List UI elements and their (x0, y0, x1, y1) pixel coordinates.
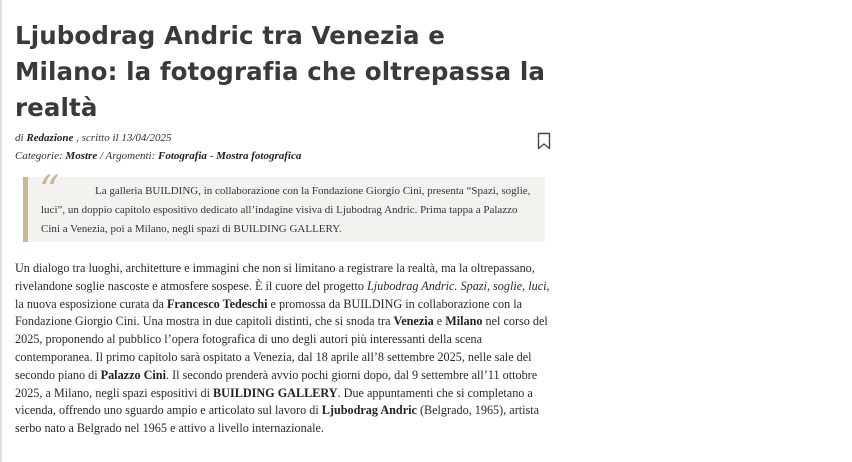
byline (15, 130, 550, 146)
categories-line (15, 148, 550, 164)
body-text-segment: . Il secondo prenderà avvio pochi giorni dopo, dal 9 settembre all’11 ottobre 2025, a Milano, negli spazi espositivi di (15, 367, 538, 400)
byline-prefix: di (15, 132, 24, 144)
body-text-segment: e promossa da BUILDING in collaborazione con la Fondazione Giorgio Cini. Una mostra in due capitoli distinti, che si snoda tra (15, 296, 523, 329)
page-left-border (0, 0, 2, 462)
city-milano: Milano (445, 314, 483, 329)
tag-separator: - (209, 150, 214, 162)
tag-link-fotografia[interactable]: Fotografia (158, 150, 207, 162)
body-text-segment: . Due appuntamenti che si completano a vicenda, offrendo uno sguardo ampio e articolato sul lavoro di (15, 385, 533, 418)
body-text-segment: Un dialogo tra luoghi, architetture e immagini che non si limitano a registrare la realtà, ma la oltrepassano, rivelandone soglie nascoste e atmosfere sospese. È il cuore del progetto (15, 261, 535, 293)
venue-building-gallery: BUILDING GALLERY (213, 385, 338, 400)
body-text-segment: e (433, 314, 446, 329)
artist-name: Ljubodrag Andric (321, 403, 417, 418)
venue-palazzo-cini: Palazzo Cini (100, 367, 166, 382)
bookmark-icon[interactable] (537, 132, 551, 150)
exhibition-title: Ljubodrag Andric. Spazi, soglie, luci (366, 278, 547, 293)
arguments-label: / Argomenti: (99, 150, 156, 162)
summary-text: La galleria BUILDING, in collaborazione con la Fondazione Giorgio Cini, presenta “Spazi, soglie, luci”, un doppio capitolo espositivo dedicato all’indagine visiva di Ljubodrag Andric. Prima tappa a Palazzo Cini a Venezia, poi a Milano, negli spazi di BUILDING GALLERY. (41, 185, 531, 235)
body-text-segment: nel corso del 2025, proponendo al pubblico l’opera fotografica di uno degli autori più interessanti della scena contemporanea. Il primo capitolo sarà ospitato a Venezia, dal 18 aprile all’8 settembre 2025, nelle sale del secondo piano di (15, 314, 548, 382)
category-link-mostre[interactable]: Mostre (65, 150, 98, 162)
quote-mark-icon: “ (39, 168, 60, 214)
author-link[interactable]: Redazione (26, 132, 74, 144)
city-venezia: Venezia (393, 314, 434, 329)
body-text-segment: , la nuova esposizione curata da (15, 278, 550, 311)
article-body (15, 260, 550, 438)
article-summary-quote (23, 168, 545, 242)
body-text-segment: (Belgrado, 1965), artista serbo nato a Belgrado nel 1965 e attivo a livello internazionale. (15, 403, 540, 436)
publish-date: , scritto il 13/04/2025 (76, 132, 172, 144)
tag-link-mostra-fotografica[interactable]: Mostra fotografica (216, 150, 302, 162)
article-title: Ljubodrag Andric tra Venezia e Milano: la fotografia che oltrepassa la realtà (15, 21, 545, 122)
categories-label: Categorie: (15, 150, 63, 162)
article (15, 0, 550, 436)
curator-name: Francesco Tedeschi (166, 296, 268, 311)
